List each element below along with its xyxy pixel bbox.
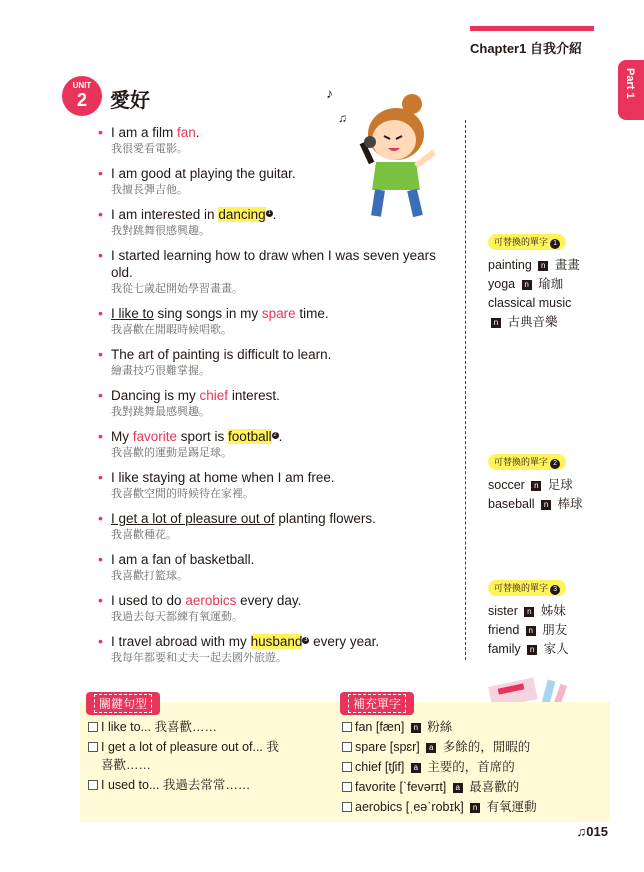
sentence-item xyxy=(98,387,454,419)
supplement-list xyxy=(342,718,604,818)
unit-badge xyxy=(62,76,102,116)
key-pattern-item: I used to... 我過去常常…… xyxy=(88,776,288,794)
chapter-title: Chapter1 自我介紹 xyxy=(470,41,582,56)
sentence-item xyxy=(98,305,454,337)
note-marker: 2 xyxy=(273,431,277,438)
sentence-english: • The art of painting is difficult to learn. xyxy=(111,347,332,362)
sentence-chinese: 我從七歲起開始學習畫畫。 xyxy=(111,283,243,295)
sentence-item xyxy=(98,551,454,583)
key-pattern-item: I get a lot of pleasure out of... 我喜歡…… xyxy=(88,738,288,774)
key-patterns-list xyxy=(88,718,288,796)
alternative-word: classical music n 古典音樂 xyxy=(488,296,572,329)
sentence-chinese: 我對跳舞很感興趣。 xyxy=(111,225,210,237)
alternatives-tag: 可替換的單字 2 xyxy=(488,454,566,470)
sentence-chinese: 我喜歡在閒暇時候唱歌。 xyxy=(111,324,232,336)
chapter-bar xyxy=(470,26,594,31)
svg-text:♪: ♪ xyxy=(326,85,333,101)
alternative-word: painting n 畫畫 xyxy=(488,258,580,272)
supplement-item: favorite [ˋfevərɪt] a 最喜歡的 xyxy=(342,778,604,796)
note-marker: 3 xyxy=(304,636,308,643)
key-patterns-tag: 關鍵句型 xyxy=(86,692,160,715)
sentence-item xyxy=(98,346,454,378)
bottom-panel xyxy=(80,697,610,822)
sentence-english: • I started learning how to draw when I was seven years old. xyxy=(111,248,436,280)
sentence-chinese: 我過去每天都練有氧運動。 xyxy=(111,611,243,623)
sentence-item xyxy=(98,510,454,542)
sentence-chinese: 我喜歡種花。 xyxy=(111,529,177,541)
page-number: ♫015 xyxy=(576,824,608,839)
sentence-list xyxy=(98,124,454,674)
note-marker: 1 xyxy=(267,209,271,216)
sentence-item xyxy=(98,592,454,624)
alternatives-block-1 xyxy=(488,232,580,332)
alternatives-block-3 xyxy=(488,578,569,659)
unit-label: UNIT xyxy=(72,81,92,90)
part-tab-label: Part 1 xyxy=(624,68,636,99)
alternative-word: sister n 姊妹 xyxy=(488,604,566,618)
part-tab[interactable] xyxy=(618,60,644,120)
alternative-word: yoga n 瑜珈 xyxy=(488,277,564,291)
sentence-english: • I am interested in dancing $^1$ . xyxy=(111,207,277,222)
alternative-word: soccer n 足球 xyxy=(488,478,573,492)
alternatives-block-2 xyxy=(488,452,583,514)
sentence-english: • I like staying at home when I am free. xyxy=(111,470,335,485)
alternatives-tag: 可替換的單字 1 xyxy=(488,234,566,250)
sentence-english: • I used to do aerobics every day. xyxy=(111,593,302,608)
sentence-english: • I get a lot of pleasure out of planting flowers. xyxy=(111,511,376,526)
sentence-english: • I like to sing songs in my spare time. xyxy=(111,306,329,321)
sentence-item xyxy=(98,428,454,460)
alternative-word: friend n 朋友 xyxy=(488,623,568,637)
alternatives-tag: 可替換的單字 3 xyxy=(488,580,566,596)
sentence-english: • I am good at playing the guitar. xyxy=(111,166,296,181)
sentence-english: • Dancing is my chief interest. xyxy=(111,388,280,403)
sentence-english: • My favorite sport is football $^2$ . xyxy=(111,429,283,444)
dashed-divider xyxy=(465,120,466,660)
alternative-word: baseball n 棒球 xyxy=(488,497,583,511)
sentence-item xyxy=(98,206,454,238)
sentence-item xyxy=(98,247,454,296)
alternative-word: family n 家人 xyxy=(488,642,569,656)
sentence-chinese: 我擅長彈吉他。 xyxy=(111,184,188,196)
sentence-chinese: 我對跳舞最感興趣。 xyxy=(111,406,210,418)
sentence-chinese: 繪畫技巧很難掌握。 xyxy=(111,365,210,377)
sentence-chinese: 我每年都要和丈夫一起去國外旅遊。 xyxy=(111,652,287,664)
sentence-english: • I travel abroad with my husband $^3$ every year. xyxy=(111,634,380,649)
supplement-item: spare [spɛr] a 多餘的，閒暇的 xyxy=(342,738,604,756)
supplement-item: fan [fæn] n 粉絲 xyxy=(342,718,604,736)
sentence-english: • I am a fan of basketball. xyxy=(111,552,255,567)
supplement-tag: 補充單字 xyxy=(340,692,414,715)
svg-text:♫: ♫ xyxy=(338,111,347,125)
supplement-item: chief [tʃif] a 主要的，首席的 xyxy=(342,758,604,776)
sentence-english: • I am a film fan. xyxy=(111,125,200,140)
unit-number: 2 xyxy=(76,90,87,110)
sentence-item xyxy=(98,469,454,501)
sentence-item xyxy=(98,165,454,197)
sentence-chinese: 我喜歡打籃球。 xyxy=(111,570,188,582)
sentence-chinese: 我喜歡的運動是踢足球。 xyxy=(111,447,232,459)
sentence-item xyxy=(98,124,454,156)
sentence-item xyxy=(98,633,454,665)
key-pattern-item: I like to... 我喜歡…… xyxy=(88,718,288,736)
sentence-chinese: 我很愛看電影。 xyxy=(111,143,188,155)
sentence-chinese: 我喜歡空閒的時候待在家裡。 xyxy=(111,488,254,500)
supplement-item: aerobics [ˌeəˋrobɪk] n 有氧運動 xyxy=(342,798,604,816)
unit-title: 愛好 xyxy=(110,90,150,112)
